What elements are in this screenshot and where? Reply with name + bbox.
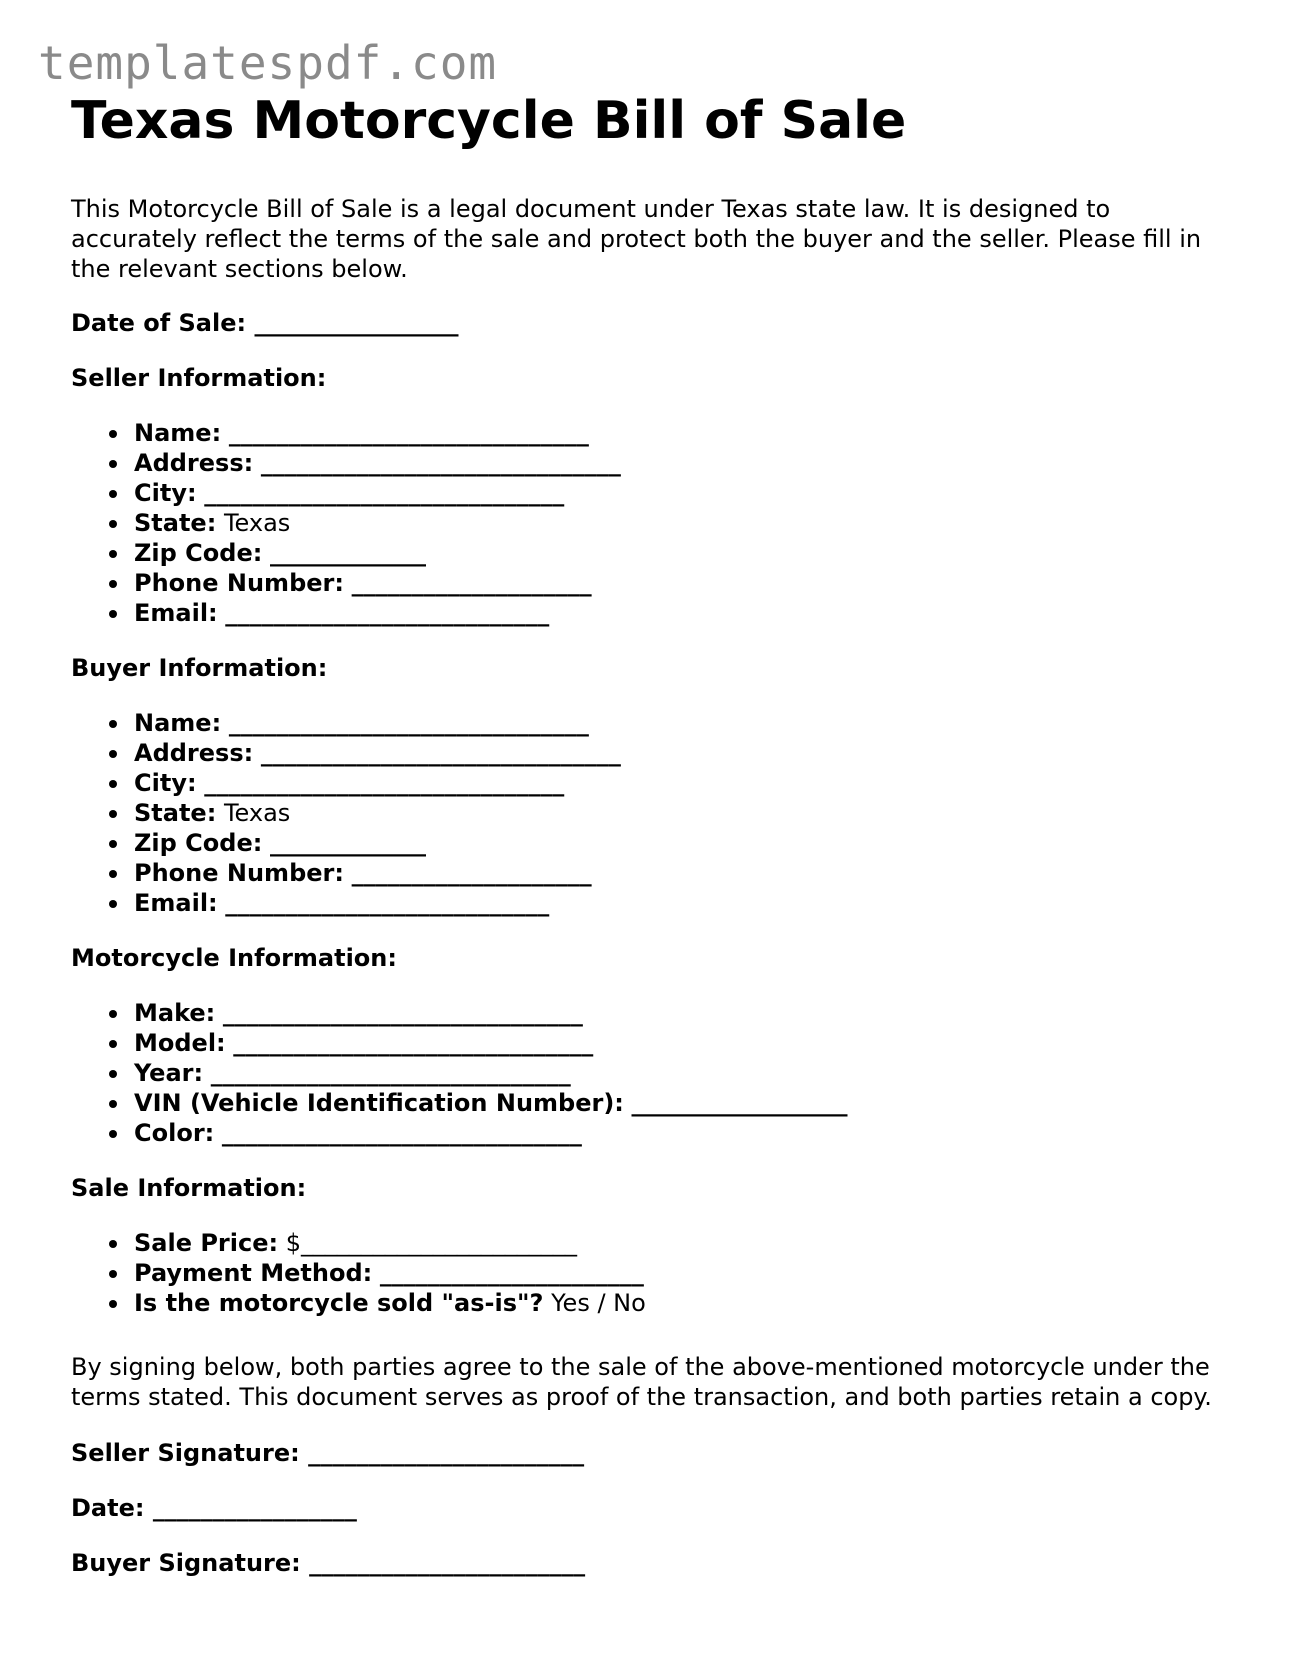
date-of-sale-label: Date of Sale: [71, 309, 247, 338]
seller-email-label: Email: [134, 599, 218, 628]
closing-paragraph: By signing below, both parties agree to the sale of the above-mentioned motorcycle under the terms stated. This document serves as proof of the transaction, and both parties retain a copy. [71, 1353, 1212, 1412]
as-is-value[interactable]: Yes / No [551, 1289, 646, 1318]
buyer-name-item [104, 708, 1231, 738]
buyer-heading: Buyer Information: [71, 654, 328, 683]
buyer-state-value: Texas [223, 799, 291, 828]
motorcycle-model-item [104, 1028, 1231, 1058]
buyer-city-label: City: [134, 769, 197, 798]
buyer-list [71, 708, 1231, 918]
seller-zip-label: Zip Code: [134, 539, 263, 568]
seller-signature-blank[interactable]: _______________________ [308, 1439, 585, 1468]
seller-signature-label: Seller Signature: [71, 1439, 300, 1468]
motorcycle-model-blank[interactable]: ______________________________ [233, 1029, 594, 1058]
sale-list [71, 1228, 1231, 1318]
seller-heading: Seller Information: [71, 364, 327, 393]
seller-state-value: Texas [223, 509, 291, 538]
buyer-name-blank[interactable]: ______________________________ [228, 709, 589, 738]
buyer-address-label: Address: [134, 739, 254, 768]
buyer-phone-item [104, 858, 1231, 888]
sale-price-item [104, 1228, 1231, 1258]
signature-date-field[interactable] [71, 1493, 1231, 1523]
seller-name-blank[interactable]: ______________________________ [228, 419, 589, 448]
as-is-label: Is the motorcycle sold "as-is"? [134, 1289, 544, 1318]
buyer-signature-blank[interactable]: _______________________ [309, 1549, 586, 1578]
buyer-city-blank[interactable]: ______________________________ [204, 769, 565, 798]
motorcycle-color-item [104, 1118, 1231, 1148]
seller-city-item [104, 478, 1231, 508]
seller-city-label: City: [134, 479, 197, 508]
motorcycle-vin-item [104, 1088, 1231, 1118]
buyer-email-blank[interactable]: ___________________________ [225, 889, 550, 918]
document-title: Texas Motorcycle Bill of Sale [71, 91, 907, 151]
seller-zip-item [104, 538, 1231, 568]
seller-phone-item [104, 568, 1231, 598]
intro-paragraph: This Motorcycle Bill of Sale is a legal document under Texas state law. It is designed to accurately reflect the terms of the sale and protect both the buyer and the seller. Please fill in the relevant sections below. [71, 195, 1202, 284]
buyer-name-label: Name: [134, 709, 222, 738]
document-body [71, 90, 1231, 1578]
buyer-city-item [104, 768, 1231, 798]
motorcycle-year-item [104, 1058, 1231, 1088]
seller-state-label: State: [134, 509, 217, 538]
signature-date-blank[interactable]: _________________ [152, 1494, 357, 1523]
payment-method-blank[interactable]: ______________________ [379, 1259, 644, 1288]
seller-list [71, 418, 1231, 628]
motorcycle-make-item [104, 998, 1231, 1028]
seller-phone-blank[interactable]: ____________________ [351, 569, 592, 598]
seller-name-label: Name: [134, 419, 222, 448]
motorcycle-make-blank[interactable]: ______________________________ [222, 999, 583, 1028]
seller-address-item [104, 448, 1231, 478]
buyer-zip-label: Zip Code: [134, 829, 263, 858]
buyer-phone-label: Phone Number: [134, 859, 344, 888]
seller-zip-blank[interactable]: _____________ [269, 539, 426, 568]
seller-phone-label: Phone Number: [134, 569, 344, 598]
date-of-sale-blank[interactable]: _________________ [254, 309, 459, 338]
sale-price-label: Sale Price: [134, 1229, 279, 1258]
as-is-item [104, 1288, 1231, 1318]
motorcycle-heading: Motorcycle Information: [71, 944, 397, 973]
buyer-address-item [104, 738, 1231, 768]
payment-method-label: Payment Method: [134, 1259, 373, 1288]
payment-method-item [104, 1258, 1231, 1288]
signature-date-label: Date: [71, 1494, 145, 1523]
seller-address-label: Address: [134, 449, 254, 478]
motorcycle-list [71, 998, 1231, 1148]
date-of-sale-field[interactable] [71, 308, 1231, 338]
seller-signature-field[interactable] [71, 1438, 1231, 1468]
buyer-zip-item [104, 828, 1231, 858]
buyer-address-blank[interactable]: ______________________________ [260, 739, 621, 768]
buyer-state-label: State: [134, 799, 217, 828]
sale-heading: Sale Information: [71, 1174, 307, 1203]
seller-email-item [104, 598, 1231, 628]
motorcycle-make-label: Make: [134, 999, 216, 1028]
seller-address-blank[interactable]: ______________________________ [260, 449, 621, 478]
sale-price-blank[interactable]: $_______________________ [285, 1229, 578, 1258]
buyer-email-item [104, 888, 1231, 918]
buyer-zip-blank[interactable]: _____________ [269, 829, 426, 858]
motorcycle-color-blank[interactable]: ______________________________ [221, 1119, 582, 1148]
motorcycle-vin-blank[interactable]: __________________ [631, 1089, 848, 1118]
seller-state-item [104, 508, 1231, 538]
motorcycle-model-label: Model: [134, 1029, 226, 1058]
watermark: templatespdf.com [38, 36, 498, 90]
motorcycle-color-label: Color: [134, 1119, 215, 1148]
seller-name-item [104, 418, 1231, 448]
buyer-signature-label: Buyer Signature: [71, 1549, 301, 1578]
seller-city-blank[interactable]: ______________________________ [204, 479, 565, 508]
buyer-email-label: Email: [134, 889, 218, 918]
buyer-phone-blank[interactable]: ____________________ [351, 859, 592, 888]
motorcycle-year-blank[interactable]: ______________________________ [210, 1059, 571, 1088]
buyer-state-item [104, 798, 1231, 828]
motorcycle-year-label: Year: [134, 1059, 204, 1088]
buyer-signature-field[interactable] [71, 1548, 1231, 1578]
seller-email-blank[interactable]: ___________________________ [225, 599, 550, 628]
motorcycle-vin-label: VIN (Vehicle Identification Number): [134, 1089, 624, 1118]
